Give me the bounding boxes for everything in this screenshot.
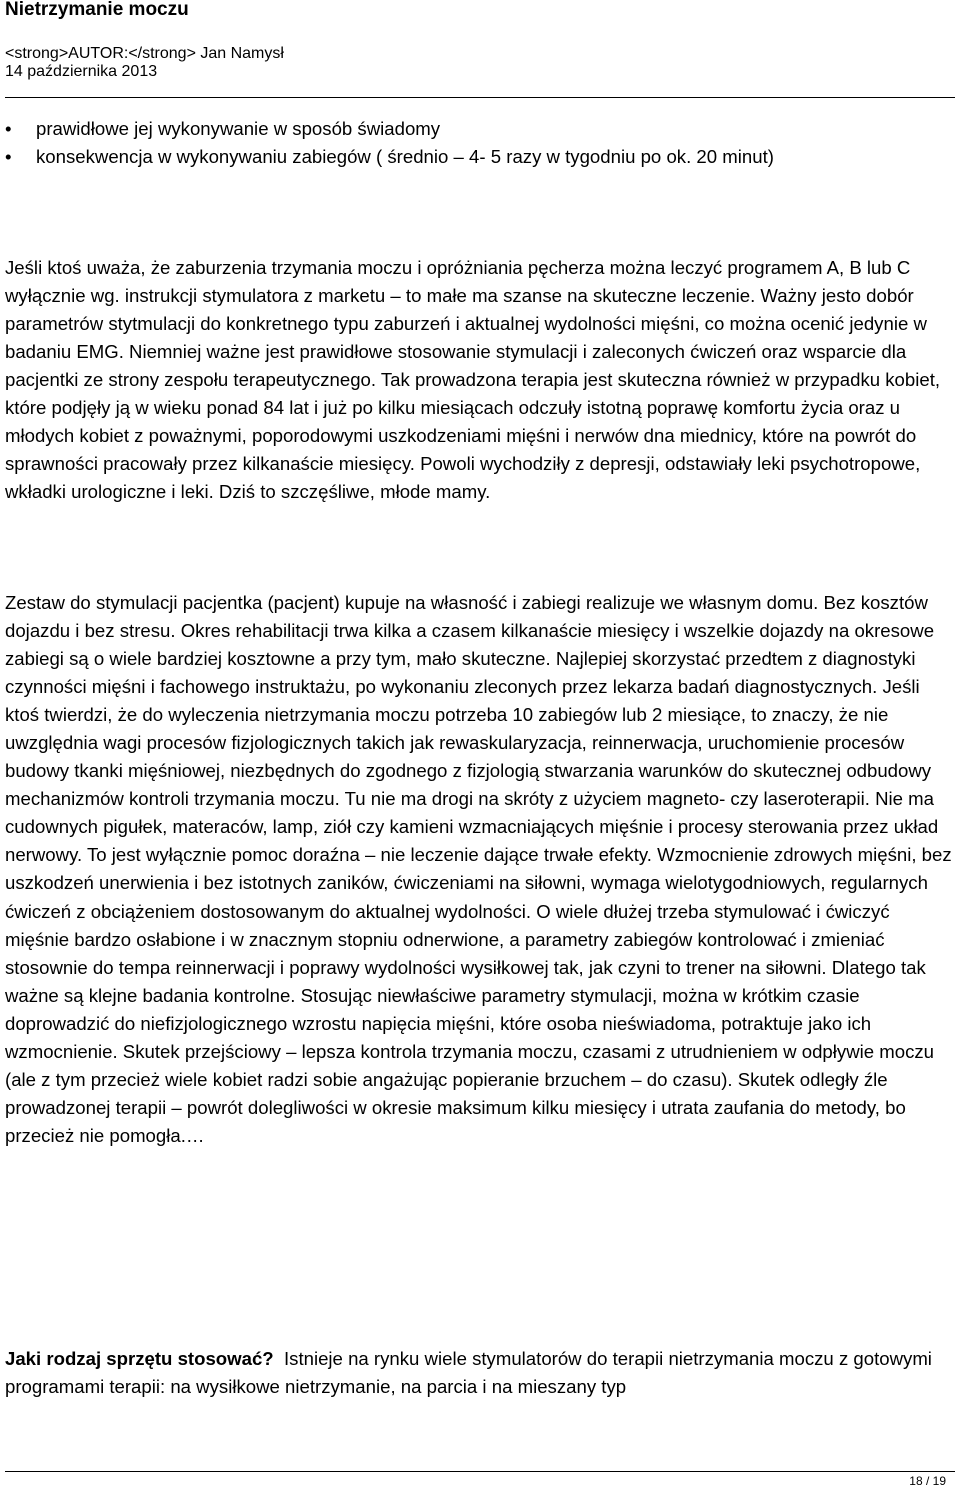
- publish-date: 14 października 2013: [5, 63, 158, 80]
- bullet-icon: •: [5, 118, 12, 139]
- paragraph-home-stimulation-kit: Zestaw do stymulacji pacjentka (pacjent) kupuje na własność i zabiegi realizuje we własnym domu. Bez kosztów dojazdu i bez stresu. Okres rehabilitacji trwa kilka a czasem kilkanaście miesięcy i wszelkie dojazdy na okresowe zabiegi są o wiele bardziej kosztowne a przy tym, mało skuteczne. Najlepiej skorzystać przedtem z diagnostyki czynności mięśni i fachowego instruktażu, po wykonaniu zleconych przez lekarza badań diagnostycznych. Jeśli ktoś twierdzi, że do wyleczenia nietrzymania moczu potrzeba 10 zabiegów lub 2 miesiące, to znaczy, że nie uwzględnia wagi procesów fizjologicznych takich jak rewaskularyzacja, reinnerwacja, uruchomienie procesów budowy tkanki mięśniowej, niezbędnych do zgodnego z fizjologią stwarzania warunków do skutecznej odbudowy mechanizmów kontroli trzymania moczu. Tu nie ma drogi na skróty z użyciem magneto- czy laseroterapii. Nie ma cudownych pigułek, materaców, lamp, ziół czy kamieni wzmacniających mięśnie i procesy sterowania przez układ nerwowy. To jest wyłącznie pomoc doraźna – nie leczenie dające trwałe efekty. Wzmocnienie zdrowych mięśni, bez uszkodzeń unerwienia i bez istotnych zaników, ćwiczeniami na siłowni, wymaga wielotygodniowych, regularnych ćwiczeń z obciążeniem dostosowanym do aktualnej wydolności. O wiele dłużej trzeba stymulować i ćwiczyć mięśnie bardzo osłabione i w znacznym stopniu odnerwione, a parametry zabiegów kontrolować i zmieniać stosownie do tempa reinnerwacji i poprawy wydolności wysiłkowej tak, jak czyni to trener na siłowni. Dlatego tak ważne są klejne badania kontrolne. Stosując niewłaściwe parametry stymulacji, można w krótkim czasie doprowadzić do niefizjologicznego wzrostu napięcia mięśni, które osoba nieświadoma, potraktuje jako ich wzmocnienie. Skutek przejściowy – lepsza kontrola trzymania moczu, czasami z utrudnieniem w odpływie moczu (ale z tym przecież wiele kobiet radzi sobie angażując popieranie brzuchem – do czasu). Skutek odległy źle prowadzonej terapii – powrót dolegliwości w okresie maksimum kilku miesięcy i utrata zaufania do metody, bo przecież nie pomogła.…: [5, 592, 952, 1146]
- list-item-text: konsekwencja w wykonywaniu zabiegów ( średnio – 4- 5 razy w tygodniu po ok. 20 minut): [36, 146, 774, 167]
- bullet-list: [5, 115, 955, 171]
- page-number: 18 / 19: [909, 1474, 946, 1488]
- document-title: Nietrzymanie moczu: [5, 0, 189, 20]
- list-item: [5, 143, 955, 171]
- document-header: [5, 0, 955, 81]
- paragraph-text: Istnieje na rynku wiele stymulatorów do terapii nietrzymania moczu z gotowymi programami terapii: na wysiłkowe nietrzymanie, na parcia i na mieszany typ: [5, 1348, 938, 1398]
- list-item: [5, 115, 955, 143]
- footer-divider: [5, 1471, 955, 1472]
- paragraph-equipment: [5, 1345, 957, 1401]
- paragraph-stimulation-therapy: Jeśli ktoś uważa, że zaburzenia trzymania moczu i opróżniania pęcherza można leczyć programem A, B lub C wyłącznie wg. instrukcji stymulatora z marketu – to małe ma szanse na skuteczne leczenie. Ważny jesto dobór parametrów stytmulacji do konkretnego typu zaburzeń i aktualnej wydolności mięśni, co można ocenić jedynie w badaniu EMG. Niemniej ważne jest prawidłowe stosowanie stymulacji i zaleconych ćwiczeń oraz wsparcie dla pacjentki ze strony zespołu terapeutycznego. Tak prowadzona terapia jest skuteczna również w przypadku kobiet, które podjęły ją w wieku ponad 84 lat i już po kilku miesiącach odczuły istotną poprawę komfortu życia oraz u młodych kobiet z poważnymi, poporodowymi uszkodzeniami mięśni i nerwów dna miednicy, które na powrót do sprawności pracowały przez kilkanaście miesięcy. Powoli wychodziły z depresji, odstawiały leki psychotropowe, wkładki urologiczne i leki. Dziś to szczęśliwe, młode mamy.: [5, 257, 941, 503]
- bullet-icon: •: [5, 146, 12, 167]
- section-heading: Jaki rodzaj sprzętu stosować?: [5, 1348, 274, 1369]
- author-line: <strong>AUTOR:</strong> Jan Namysł: [5, 45, 284, 62]
- header-divider: [5, 97, 955, 98]
- list-item-text: prawidłowe jej wykonywanie w sposób świadomy: [36, 118, 441, 139]
